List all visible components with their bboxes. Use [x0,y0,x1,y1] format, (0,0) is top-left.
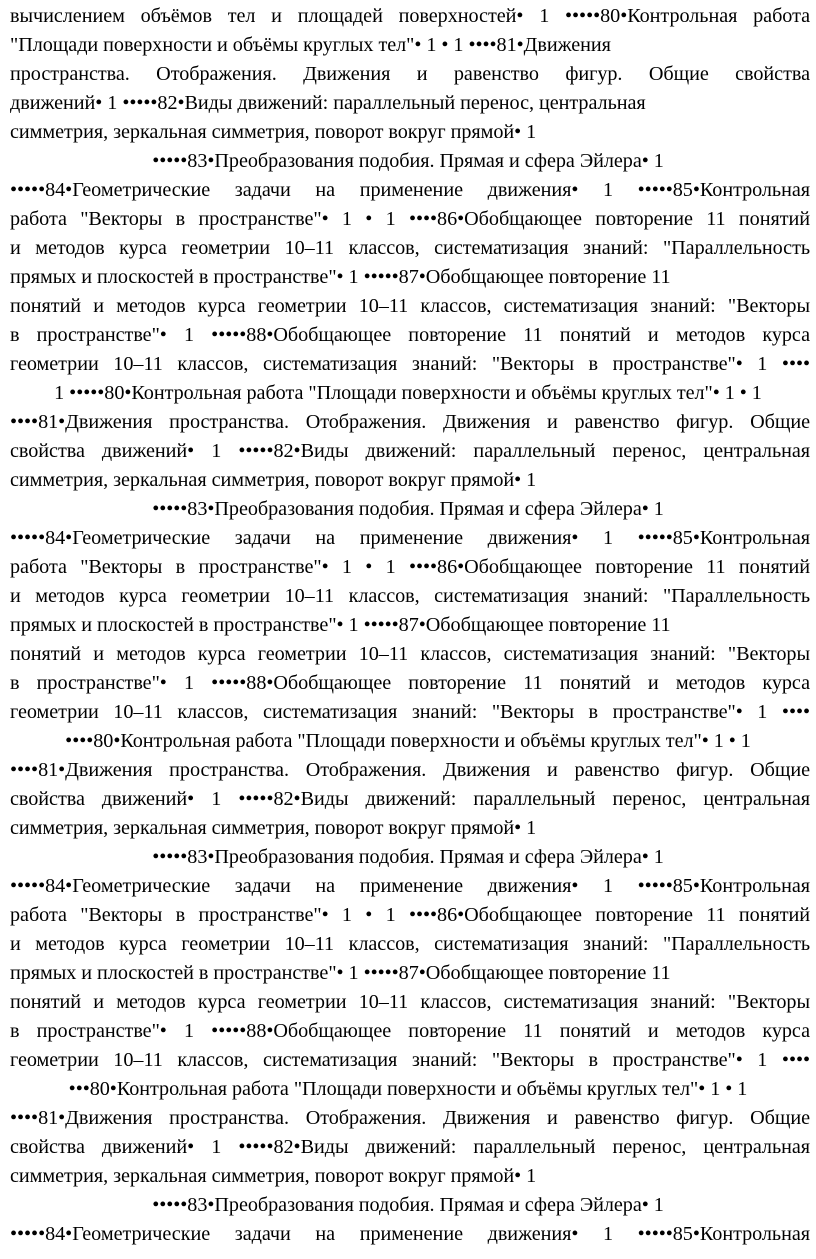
text-line: ••••81•Движения пространства. Отображения. Движения и равенство фигур. Общие [10,759,810,781]
text-line: прямых и плоскостей в пространстве"• 1 •••••87•Обобщающее повторение 11 [10,266,671,288]
text-line: понятий и методов курса геометрии 10–11 классов, систематизация знаний: "Векторы [10,991,810,1013]
text-line: •••••83•Преобразования подобия. Прямая и сфера Эйлера• 1 [152,498,664,520]
text-line: в пространстве"• 1 •••••88•Обобщающее повторение 11 понятий и методов курса [10,324,810,346]
text-line: симметрия, зеркальная симметрия, поворот вокруг прямой• 1 [10,817,537,839]
text-line: "Площади поверхности и объёмы круглых тел"• 1 • 1 ••••81•Движения [10,34,611,56]
text-line: ••••81•Движения пространства. Отображения. Движения и равенство фигур. Общие [10,1107,810,1129]
text-line: •••••84•Геометрические задачи на применение движения• 1 •••••85•Контрольная [10,179,810,201]
text-line: геометрии 10–11 классов, систематизация знаний: "Векторы в пространстве"• 1 •••• [10,353,810,375]
text-line: •••80•Контрольная работа "Площади поверхности и объёмы круглых тел"• 1 • 1 [68,1078,748,1100]
text-line: и методов курса геометрии 10–11 классов, систематизация знаний: "Параллельность [10,933,810,955]
text-line: работа "Векторы в пространстве"• 1 • 1 ••••86•Обобщающее повторение 11 понятий [10,208,810,230]
text-line: свойства движений• 1 •••••82•Виды движений: параллельный перенос, центральная [10,788,810,810]
text-line: свойства движений• 1 •••••82•Виды движений: параллельный перенос, центральная [10,440,810,462]
text-line: •••••84•Геометрические задачи на применение движения• 1 •••••85•Контрольная [10,527,810,549]
text-line: понятий и методов курса геометрии 10–11 классов, систематизация знаний: "Векторы [10,643,810,665]
text-line: пространства. Отображения. Движения и равенство фигур. Общие свойства [10,63,810,85]
text-line: симметрия, зеркальная симметрия, поворот вокруг прямой• 1 [10,1165,537,1187]
text-line: вычислением объёмов тел и площадей поверхностей• 1 •••••80•Контрольная работа [10,5,810,27]
text-line: прямых и плоскостей в пространстве"• 1 •••••87•Обобщающее повторение 11 [10,962,671,984]
text-line: движений• 1 •••••82•Виды движений: параллельный перенос, центральная [10,92,646,114]
text-line: геометрии 10–11 классов, систематизация знаний: "Векторы в пространстве"• 1 •••• [10,701,810,723]
text-line: свойства движений• 1 •••••82•Виды движений: параллельный перенос, центральная [10,1136,810,1158]
text-line: •••••84•Геометрические задачи на применение движения• 1 •••••85•Контрольная [10,875,810,897]
text-line: •••••83•Преобразования подобия. Прямая и сфера Эйлера• 1 [152,150,664,172]
text-line: симметрия, зеркальная симметрия, поворот вокруг прямой• 1 [10,121,537,143]
text-line: в пространстве"• 1 •••••88•Обобщающее повторение 11 понятий и методов курса [10,672,810,694]
text-line: прямых и плоскостей в пространстве"• 1 •••••87•Обобщающее повторение 11 [10,614,671,636]
text-line: понятий и методов курса геометрии 10–11 классов, систематизация знаний: "Векторы [10,295,810,317]
text-line: •••••84•Геометрические задачи на применение движения• 1 •••••85•Контрольная [10,1223,810,1245]
text-line: симметрия, зеркальная симметрия, поворот вокруг прямой• 1 [10,469,537,491]
text-line: •••••83•Преобразования подобия. Прямая и сфера Эйлера• 1 [152,846,664,868]
text-line: работа "Векторы в пространстве"• 1 • 1 ••••86•Обобщающее повторение 11 понятий [10,556,810,578]
text-line: работа "Векторы в пространстве"• 1 • 1 ••••86•Обобщающее повторение 11 понятий [10,904,810,926]
text-line: ••••81•Движения пространства. Отображения. Движения и равенство фигур. Общие [10,411,810,433]
text-line: в пространстве"• 1 •••••88•Обобщающее повторение 11 понятий и методов курса [10,1020,810,1042]
text-line: геометрии 10–11 классов, систематизация знаний: "Векторы в пространстве"• 1 •••• [10,1049,810,1071]
text-line: и методов курса геометрии 10–11 классов, систематизация знаний: "Параллельность [10,237,810,259]
text-line: и методов курса геометрии 10–11 классов, систематизация знаний: "Параллельность [10,585,810,607]
text-line: 1 •••••80•Контрольная работа "Площади поверхности и объёмы круглых тел"• 1 • 1 [54,382,762,404]
text-line: •••••83•Преобразования подобия. Прямая и сфера Эйлера• 1 [152,1194,664,1216]
text-line: ••••80•Контрольная работа "Площади поверхности и объёмы круглых тел"• 1 • 1 [65,730,751,752]
